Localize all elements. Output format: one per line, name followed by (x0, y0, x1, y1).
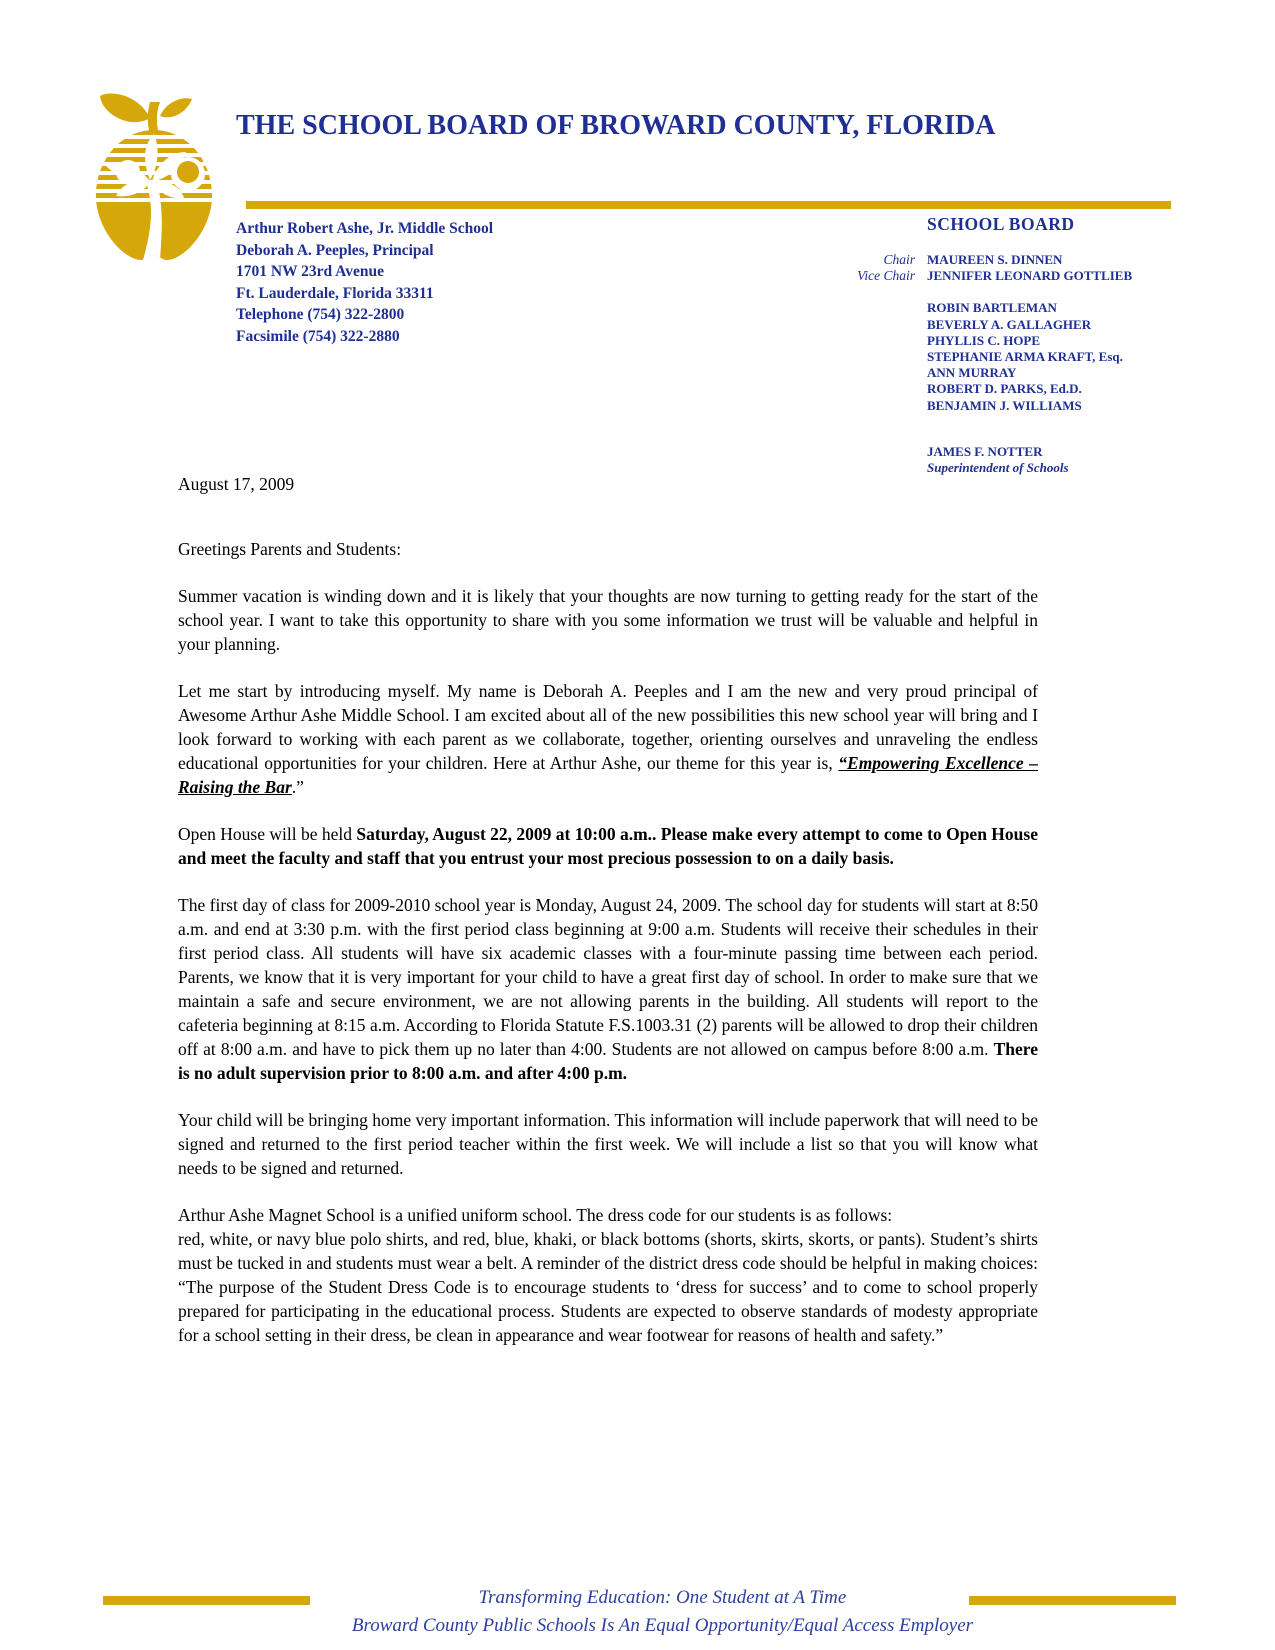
school-board-heading: SCHOOL BOARD (927, 214, 1075, 234)
paragraph-paperwork: Your child will be bringing home very important information. This information will include paperwork that will need to be signed and returned to the first period teacher within the first week. We will include a list so that you will know what needs to be signed and returned. (178, 1110, 1038, 1178)
board-member-name: BEVERLY A. GALLAGHER (927, 316, 1092, 332)
school-address-street: 1701 NW 23rd Avenue (236, 263, 384, 280)
board-member (927, 365, 1220, 381)
board-spacer (780, 414, 1220, 444)
board-member-name: STEPHANIE ARMA KRAFT, Esq. (927, 349, 1123, 365)
footer (55, 1584, 1270, 1640)
bcps-apple-palm-sun-logo-icon (88, 86, 220, 268)
superintendent-title: Superintendent of Schools (927, 460, 1069, 476)
board-spacer (780, 284, 1220, 300)
school-theme-text: “Empowering Excellence – Raising the Bar (178, 753, 1038, 797)
superintendent-row (927, 444, 1220, 460)
letter-date: August 17, 2009 (178, 474, 295, 494)
paragraph-first-day (178, 893, 1038, 1085)
board-member (927, 381, 1220, 397)
dress-code-details: red, white, or navy blue polo shirts, and red, blue, khaki, or black bottoms (shorts, skirts, skorts, or pants). Student’s shirts must be tucked in and students must wear a belt. A reminder of the district dress code should be helpful in making choices: “The purpose of the Student Dress Code is to encourage students to ‘dress for success’ and to come to school properly prepared for participating in the educational process. Students are expected to observe standards of modesty appropriate for a school setting in their dress, be clean in appearance and wear footwear for reasons of health and safety.” (178, 1229, 1038, 1345)
board-member-name: ROBERT D. PARKS, Ed.D. (927, 381, 1082, 397)
vice-chair-label: Vice Chair (857, 268, 915, 284)
paragraph-summer-vacation: Summer vacation is winding down and it is likely that your thoughts are now turning to getting ready for the start of the school year. I want to take this opportunity to share with you some information we trust will be valuable and helpful in your planning. (178, 586, 1038, 654)
board-member (927, 300, 1220, 316)
board-member (927, 398, 1220, 414)
chair-name: MAUREEN S. DINNEN (927, 252, 1063, 267)
chair-label: Chair (883, 252, 915, 267)
board-member (927, 349, 1220, 365)
first-day-details: The first day of class for 2009-2010 school year is Monday, August 24, 2009. The school day for students will start at 8:50 a.m. and end at 3:30 p.m. with the first period class beginning at 9:00 a.m. Students will receive their schedules in their first period class. All students will have six academic classes with a four-minute passing time between each period. Parents, we know that it is very important for your child to have a great first day of school. In order to make sure that we maintain a safe and secure environment, we are not allowing parents in the building. All students will report to the cafeteria beginning at 8:15 a.m. According to Florida Statute F.S.1003.31 (2) parents will be allowed to drop their children off at 8:00 a.m. and have to pick them up no later than 4:00. Students are not allowed on campus before 8:00 a.m. (178, 895, 1038, 1059)
school-facsimile: Facsimile (754) 322-2880 (236, 327, 400, 345)
board-member-name: ROBIN BARTLEMAN (927, 300, 1057, 316)
salutation: Greetings Parents and Students: (178, 539, 402, 559)
header-divider-rule (246, 201, 1171, 209)
paragraph-open-house (178, 822, 1038, 870)
vice-chair-name: JENNIFER LEONARD GOTTLIEB (927, 268, 1133, 284)
board-member-name: PHYLLIS C. HOPE (927, 332, 1041, 348)
introduction-text: Let me start by introducing myself. My name is Deborah A. Peeples and I am the new and very proud principal of Awesome Arthur Ashe Middle School. I am excited about all of the new possibilities this new school year will bring and I look forward to working with each parent as we collaborate, together, orienting ourselves and unraveling the endless educational opportunities for your children. Here at Arthur Ashe, our theme for this year is, (178, 681, 1038, 773)
board-row-vice-chair (780, 268, 1220, 284)
open-house-lead: Open House will be held (178, 824, 357, 844)
page-title: THE SCHOOL BOARD OF BROWARD COUNTY, FLORIDA (236, 110, 996, 141)
open-house-details: Saturday, August 22, 2009 at 10:00 a.m.. Please make every attempt to come to Open House and meet the faculty and staff that you entrust your most precious possession to on a daily basis. (178, 824, 1038, 868)
school-address-city: Ft. Lauderdale, Florida 33311 (236, 284, 434, 302)
superintendent-name: JAMES F. NOTTER (927, 443, 1043, 459)
board-member-name: BENJAMIN J. WILLIAMS (927, 397, 1082, 413)
paragraph-dress-code (178, 1203, 1038, 1347)
footer-motto: Transforming Education: One Student at A Time (478, 1587, 847, 1608)
school-contact-block (236, 218, 493, 347)
school-telephone: Telephone (754) 322-2800 (236, 306, 405, 323)
supervision-warning: There is no adult supervision prior to 8:00 a.m. and after 4:00 p.m. (178, 1039, 1038, 1083)
dress-code-lead: Arthur Ashe Magnet School is a unified uniform school. The dress code for our students is as follows: (178, 1205, 893, 1225)
introduction-closing-punctuation: .” (291, 777, 304, 797)
board-row-chair (780, 252, 1220, 268)
board-member (927, 317, 1220, 333)
paragraph-introduction (178, 679, 1038, 799)
board-member (927, 333, 1220, 349)
principal-name: Deborah A. Peeples, Principal (236, 241, 434, 259)
footer-equal-opportunity: Broward County Public Schools Is An Equal Opportunity/Equal Access Employer (351, 1615, 974, 1636)
letter-body (178, 472, 1038, 1370)
school-name: Arthur Robert Ashe, Jr. Middle School (236, 220, 494, 237)
board-member-name: ANN MURRAY (927, 365, 1017, 381)
school-board-block (780, 214, 1220, 476)
